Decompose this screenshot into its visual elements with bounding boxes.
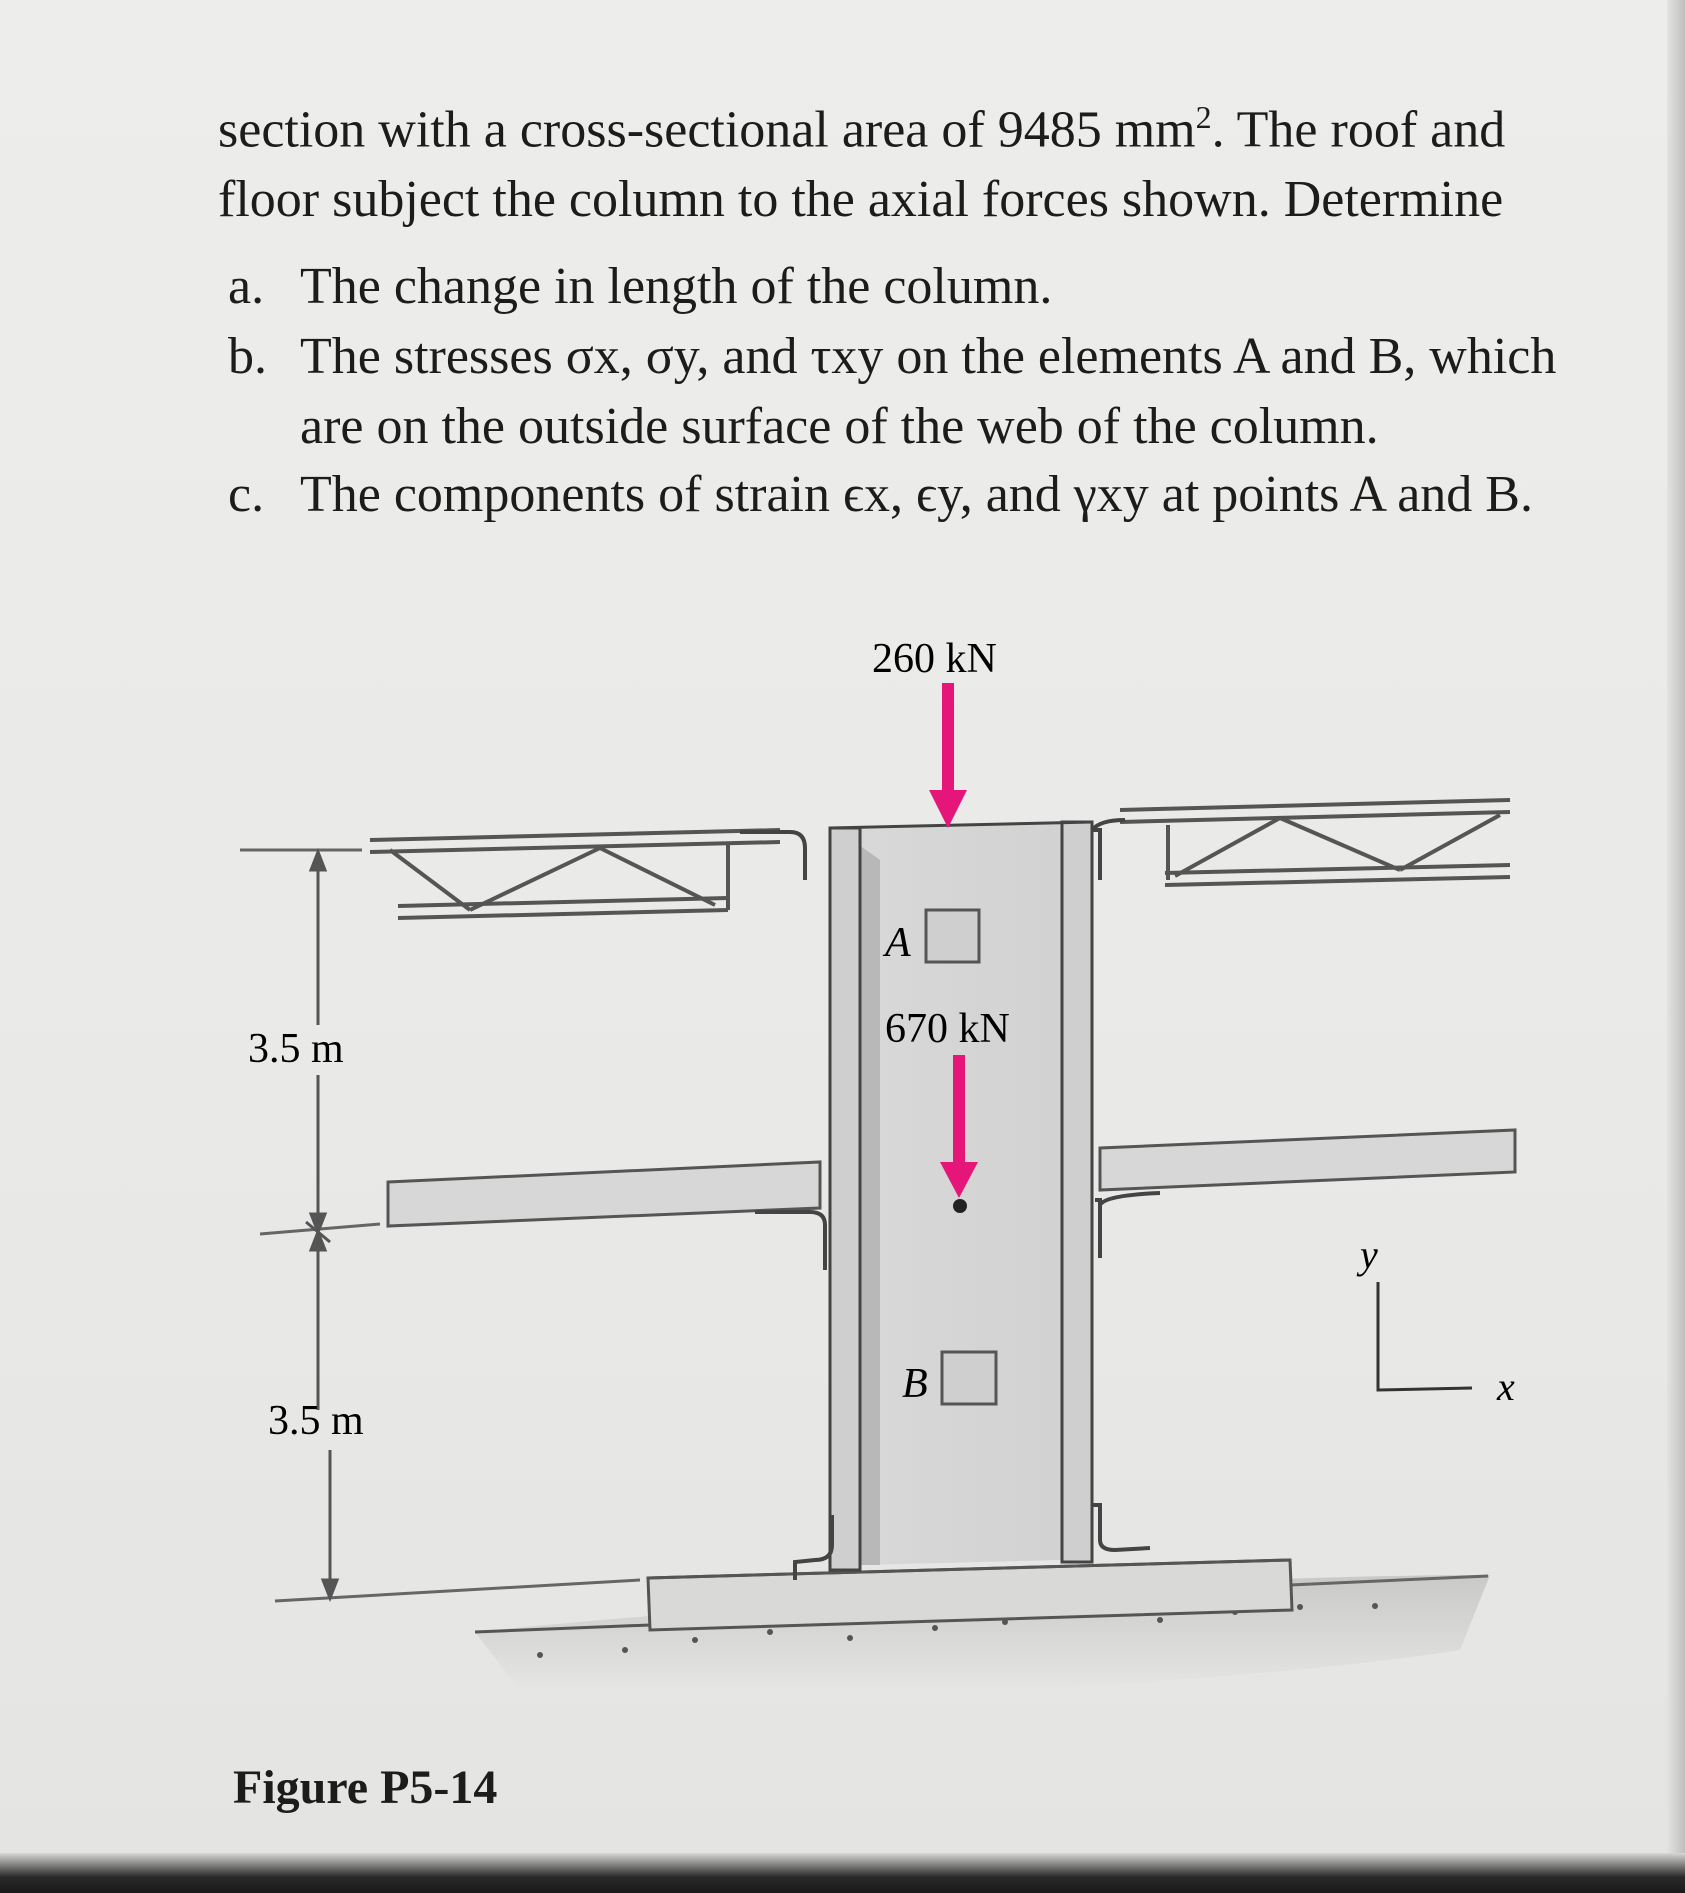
dimension-label-upper: 3.5 m <box>248 1026 344 1072</box>
force-label-mid: 670 kN <box>885 1006 1010 1052</box>
roof-truss-left <box>370 830 780 918</box>
axis-lines <box>1378 1282 1472 1390</box>
floor-slab-right <box>1100 1130 1515 1190</box>
column-left-flange <box>830 828 860 1570</box>
floor-clip-left <box>755 1212 825 1270</box>
roof-clip-right <box>1092 820 1125 880</box>
load-point <box>953 1199 967 1213</box>
force-arrow-top <box>929 683 967 828</box>
floor-clip-right <box>1095 1193 1160 1258</box>
column-right-flange <box>1062 822 1092 1562</box>
item-text-continued: are on the outside surface of the web of the column. <box>300 398 1379 455</box>
roof-clip-left <box>740 832 805 880</box>
dimension-line <box>306 852 337 1598</box>
intro-line1: section with a cross-sectional area of 9485 mm <box>218 101 1196 159</box>
intro-line1-end: . The roof and <box>1211 101 1506 159</box>
item-label: b. <box>228 328 267 385</box>
figure-caption: Figure P5-14 <box>233 1761 498 1814</box>
point-label-a: A <box>885 920 911 966</box>
item-text: The stresses σx, σy, and τxy on the elements A and B, which <box>300 328 1557 385</box>
screen-bottom-edge <box>0 1853 1685 1893</box>
roof-truss-right <box>1120 800 1510 885</box>
force-label-top: 260 kN <box>872 636 997 682</box>
intro-line2: floor subject the column to the axial forces shown. Determine <box>218 171 1504 229</box>
axis-label-y: y <box>1360 1232 1378 1277</box>
dimension-label-lower: 3.5 m <box>268 1398 364 1444</box>
screen-right-edge <box>1667 0 1685 1893</box>
item-text: The change in length of the column. <box>300 258 1053 315</box>
axis-label-x: x <box>1497 1364 1515 1409</box>
base-clip-left <box>795 1515 832 1580</box>
item-text: The components of strain ϵx, ϵy, and γxy at points A and B. <box>300 466 1533 523</box>
floor-slab-left <box>388 1162 820 1226</box>
point-label-b: B <box>902 1361 928 1407</box>
intro-superscript: 2 <box>1195 99 1212 135</box>
base-clip-right <box>1092 1505 1150 1550</box>
element-a <box>926 910 979 962</box>
item-label: c. <box>228 466 265 523</box>
item-label: a. <box>228 258 265 315</box>
element-b <box>942 1352 996 1404</box>
